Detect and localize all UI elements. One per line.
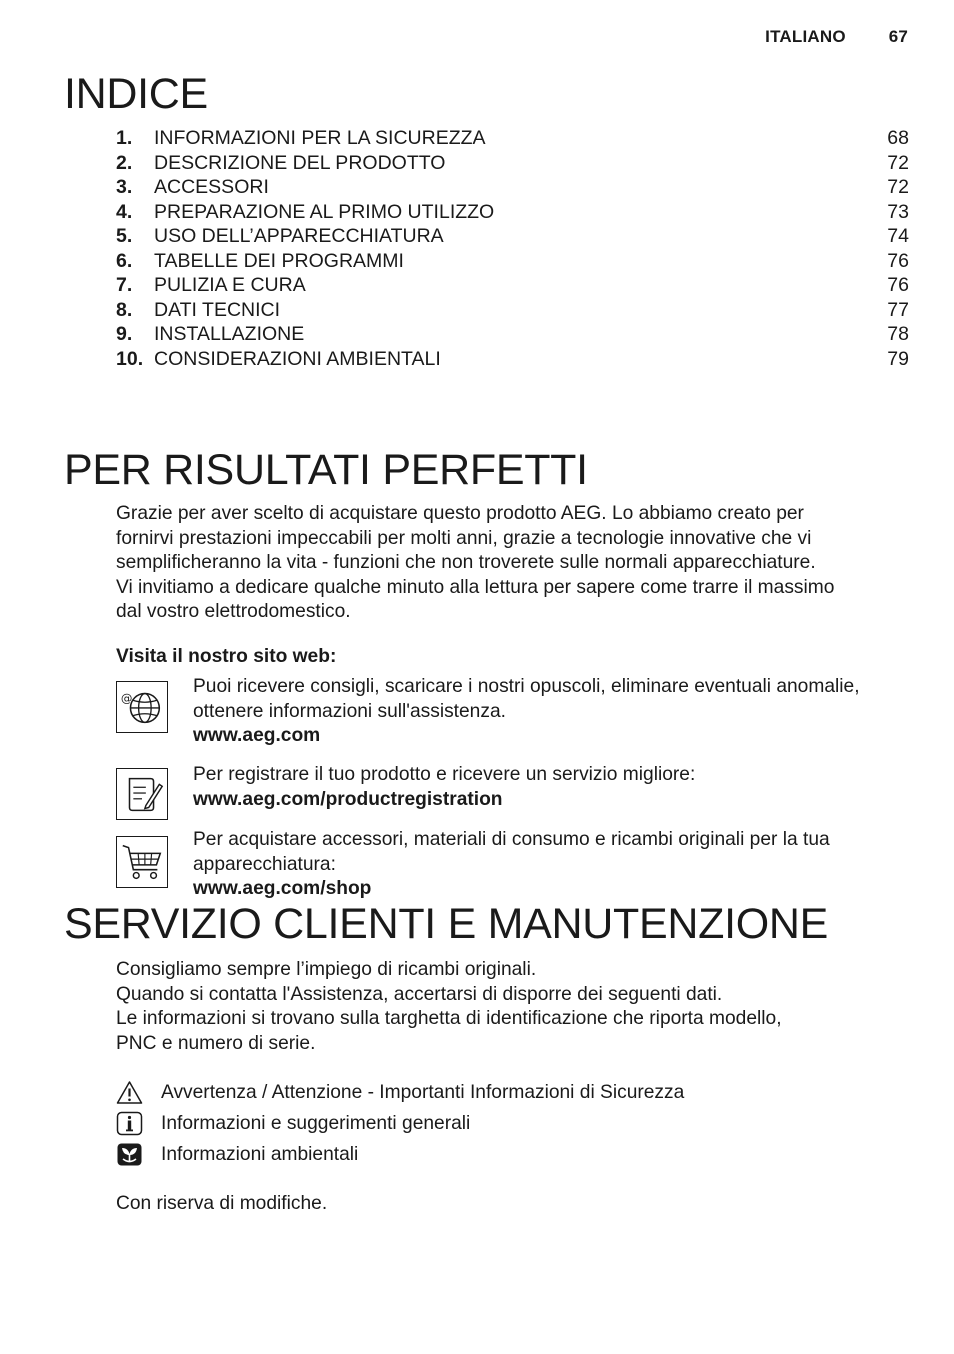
- legend-environment-text: Informazioni ambientali: [161, 1144, 359, 1165]
- toc-page: 72: [887, 176, 909, 198]
- globe-icon: [116, 681, 168, 733]
- toc-title: PREPARAZIONE AL PRIMO UTILIZZO: [154, 200, 495, 223]
- link-description: Puoi ricevere consigli, scaricare i nostri opuscoli, eliminare eventuali anomalie,: [193, 676, 860, 697]
- intro-line: fornirvi prestazioni impeccabili per molti anni, grazie a tecnologie innovative che vi: [116, 527, 812, 549]
- link-block-registration: [193, 763, 913, 812]
- intro-line: dal vostro elettrodomestico.: [116, 601, 351, 622]
- legend-warning-text: Avvertenza / Attenzione - Importanti Informazioni di Sicurezza: [161, 1082, 685, 1103]
- shop-link[interactable]: www.aeg.com/shop: [193, 878, 372, 899]
- legend-info-text: Informazioni e suggerimenti generali: [161, 1113, 471, 1134]
- toc-item[interactable]: [116, 298, 909, 323]
- toc-title: USO DELL’APPARECCHIATURA: [154, 225, 444, 247]
- toc-page: 74: [887, 225, 909, 247]
- service-intro: [116, 958, 916, 1056]
- toc-number: 4.: [116, 200, 133, 223]
- index-title: INDICE: [64, 70, 208, 118]
- toc-item[interactable]: [116, 322, 909, 347]
- toc-title: ACCESSORI: [154, 176, 269, 198]
- environment-icon: [116, 1142, 143, 1167]
- link-description: ottenere informazioni sull'assistenza.: [193, 700, 506, 722]
- link-description: Per registrare il tuo prodotto e ricevere un servizio migliore:: [193, 764, 696, 785]
- service-line: Quando si contatta l'Assistenza, accertarsi di disporre dei seguenti dati.: [116, 983, 723, 1005]
- toc-title: INSTALLAZIONE: [154, 323, 305, 345]
- results-intro: [116, 502, 916, 625]
- cart-icon: [116, 836, 168, 888]
- toc-title: INFORMAZIONI PER LA SICUREZZA: [154, 127, 486, 149]
- toc-number: 6.: [116, 249, 133, 272]
- toc-page: 78: [887, 323, 909, 345]
- toc-page: 68: [887, 127, 909, 149]
- service-title: SERVIZIO CLIENTI E MANUTENZIONE: [64, 900, 829, 948]
- website-link[interactable]: www.aeg.com: [193, 725, 321, 746]
- toc-number: 2.: [116, 151, 133, 174]
- toc-title: PULIZIA E CURA: [154, 274, 306, 296]
- link-block-shop: [193, 828, 913, 902]
- toc-number: 3.: [116, 176, 133, 198]
- link-block-website: [193, 675, 913, 749]
- warning-icon: [116, 1080, 143, 1105]
- page-header: [765, 27, 908, 47]
- toc-title: TABELLE DEI PROGRAMMI: [154, 249, 404, 272]
- visit-label: Visita il nostro sito web:: [116, 646, 337, 667]
- toc-title: DESCRIZIONE DEL PRODOTTO: [154, 151, 446, 174]
- toc-item[interactable]: [116, 151, 909, 176]
- toc-item[interactable]: [116, 273, 909, 298]
- service-line: Le informazioni si trovano sulla targhetta di identificazione che riporta modello,: [116, 1008, 782, 1029]
- toc-page: 76: [887, 249, 909, 272]
- toc-page: 76: [887, 274, 909, 296]
- toc-item[interactable]: [116, 175, 909, 200]
- toc-page: 72: [887, 151, 909, 174]
- toc-number: 7.: [116, 274, 133, 296]
- toc-number: 5.: [116, 225, 133, 247]
- intro-line: Grazie per aver scelto di acquistare questo prodotto AEG. Lo abbiamo creato per: [116, 503, 804, 524]
- toc-item[interactable]: [116, 126, 909, 151]
- toc-title: DATI TECNICI: [154, 298, 281, 321]
- intro-line: semplificheranno la vita - funzioni che non troverete sulle normali apparecchiature.: [116, 552, 816, 573]
- svg-text:@: @: [120, 691, 133, 706]
- toc-page: 77: [887, 298, 909, 321]
- toc-number: 9.: [116, 323, 133, 345]
- toc-item[interactable]: [116, 249, 909, 274]
- toc-number: 10.: [116, 347, 144, 370]
- results-title: PER RISULTATI PERFETTI: [64, 446, 588, 494]
- toc-item[interactable]: [116, 200, 909, 225]
- toc-number: 1.: [116, 127, 133, 149]
- toc-page: 79: [887, 347, 909, 370]
- intro-line: Vi invitiamo a dedicare qualche minuto alla lettura per sapere come trarre il massimo: [116, 576, 835, 598]
- info-icon: [116, 1111, 143, 1136]
- page-number: 67: [888, 27, 908, 46]
- link-description: Per acquistare accessori, materiali di consumo e ricambi originali per la tua: [193, 829, 830, 850]
- toc-number: 8.: [116, 298, 133, 321]
- footer-note: Con riserva di modifiche.: [116, 1193, 328, 1214]
- registration-link[interactable]: www.aeg.com/productregistration: [193, 788, 503, 810]
- registration-icon: [116, 768, 168, 820]
- toc-page: 73: [887, 200, 909, 223]
- language-label: ITALIANO: [765, 27, 846, 46]
- service-line: Consigliamo sempre l’impiego di ricambi originali.: [116, 959, 537, 980]
- link-description: apparecchiatura:: [193, 853, 336, 875]
- toc-item[interactable]: [116, 224, 909, 249]
- service-line: PNC e numero di serie.: [116, 1032, 316, 1054]
- toc-title: CONSIDERAZIONI AMBIENTALI: [154, 347, 441, 370]
- table-of-contents: [116, 126, 909, 371]
- toc-item[interactable]: [116, 347, 909, 372]
